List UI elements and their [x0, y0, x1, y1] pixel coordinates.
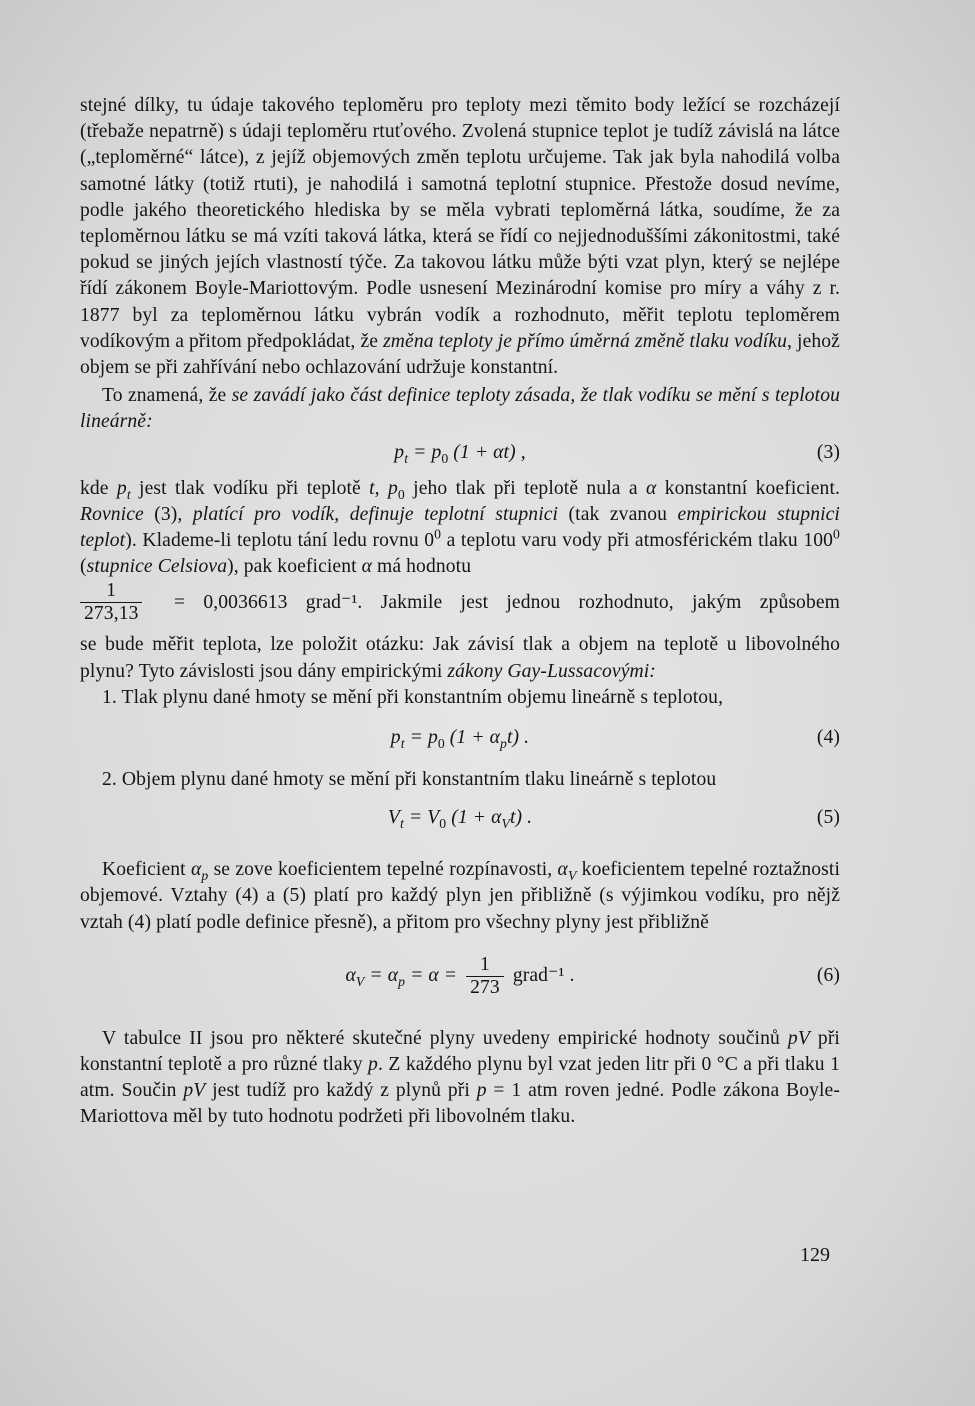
paragraph-1	[80, 93, 840, 381]
text-span: má hodnotu	[372, 556, 472, 578]
text-span: konstantní koeficient.	[656, 477, 840, 499]
italic-span: se zavádí jako část definice teploty zásada, že tlak vodíku se mění s teplotou lineárně:	[80, 385, 840, 433]
eq-subscript: p	[500, 735, 508, 751]
eq-symbol: p	[394, 441, 405, 463]
eq-tail: grad⁻¹ .	[507, 964, 575, 986]
symbol: α	[557, 859, 568, 881]
eq-subscript: t	[399, 816, 404, 832]
text-span: při konstantní teplotě a pro různé tlaky	[80, 1027, 840, 1076]
symbol: p	[476, 1080, 487, 1102]
symbol: p	[116, 477, 127, 499]
equation-3-number: (3)	[816, 441, 840, 463]
fraction-denominator: 273,13	[80, 602, 142, 625]
symbol: pV	[183, 1080, 206, 1102]
equation-3-formula	[80, 436, 840, 470]
eq-subscript: t	[404, 450, 409, 466]
text-span: . Z každého plynu byl vzat jeden litr při 0 °C a při tlaku 1 atm. Součin	[80, 1054, 840, 1102]
text-span: To znamená, že	[102, 385, 232, 407]
fraction-line	[80, 580, 840, 632]
eq-subscript: t	[400, 735, 405, 751]
law-1: 1. Tlak plynu dané hmoty se mění při konstantním objemu lineárně s teplotou,	[102, 686, 724, 708]
text-span: , jehož objem se při zahřívání nebo ochlazování udržuje konstantní.	[80, 330, 840, 379]
text-span: stejné dílky, tu údaje takového teploměru pro teploty mezi těmito body ležící se rozcházejí (třebaže nepatrně) s údaji teploměru rtuťového. Zvolená stupnice teplot je tudíž závislá na látce („teploměrné“ látce), z jejíž objemových změn teplotu určujeme. Tak jak byla nahodilá volba samotné látky (totiž rtuti), je nahodilá i samotná teplotní stupnice. Přestože dosud nevíme, podle jakého theoretického hlediska by se měla vybrati teploměrná látka, soudíme, že za teploměrnou látku se má vzíti taková látka, která se řídí co nejjednoduššími zákonitostmi, také pokud se jiných jejích vlastností týče. Za takovou látku může býti vzat plyn, který se nejlépe řídí zákonem Boyle-Mariottovým. Podle usnesení Mezinárodní komise pro míry a váhy z r. 1877 byl za teploměrnou látku vybrán vodík a rozhodnuto, měřit teplotu teploměrem vodíkovým a přitom předpokládat, že	[80, 95, 840, 352]
text-span: (	[80, 556, 87, 578]
equation-6	[80, 946, 840, 1006]
text-span: jest tlak vodíku při teplotě	[130, 477, 370, 499]
italic-span: stupnice Celsiova	[86, 556, 228, 578]
symbol: V	[567, 868, 577, 884]
symbol: p	[368, 1054, 378, 1076]
fraction-numerator: 1	[480, 953, 490, 975]
symbol: α	[361, 556, 373, 578]
italic-span: zákony Gay-Lussacovými:	[447, 660, 656, 682]
law-2: 2. Objem plynu dané hmoty se mění při konstantním tlaku lineárně s teplotou	[102, 769, 717, 791]
eq-subscript: 0	[441, 450, 449, 466]
equation-6-number: (6)	[816, 964, 840, 986]
eq-subscript: V	[501, 816, 510, 832]
fraction-numerator: 1	[106, 580, 117, 602]
page-body	[80, 93, 840, 1131]
equation-5-formula	[80, 801, 840, 835]
fraction-1-over-273	[466, 954, 504, 999]
text-span: kde	[80, 477, 117, 499]
equation-4	[80, 721, 840, 755]
eq-subscript: 0	[437, 735, 445, 751]
text-span: jeho tlak při teplotě nula a	[404, 477, 646, 499]
symbol: t	[369, 477, 375, 499]
eq-symbol: = α	[364, 964, 399, 986]
eq-symbol: (1 + α	[446, 807, 502, 829]
text-span: = 1 atm roven jedné. Podle zákona Boyle-Mariottova měl by tuto hodnotu podržeti při libovolném tlaku.	[80, 1080, 840, 1128]
symbol: α	[646, 477, 657, 499]
text-span: Koeficient	[102, 859, 191, 881]
symbol: 0	[434, 526, 442, 542]
paragraph-4	[80, 857, 840, 936]
italic-span: změna teploty je přímo úměrná změně tlaku vodíku	[383, 330, 788, 352]
paragraph-3-end	[80, 632, 840, 684]
symbol: α	[190, 859, 202, 881]
equation-4-formula	[80, 721, 840, 755]
text-span: koeficientem tepelné roztažnosti objemové. Vztahy (4) a (5) platí pro každý plyn jen přibližně (s výjimkou vodíku, pro nějž vztah (4) platí podle definice přesně), a přitom pro všechny plyny jest přibližně	[80, 859, 840, 933]
fraction-denominator: 273	[466, 976, 504, 999]
eq-symbol: (1 + α	[444, 727, 501, 749]
text-span: (3),	[143, 503, 193, 525]
equation-4-number: (4)	[816, 727, 840, 749]
symbol: 0	[833, 526, 840, 542]
eq-symbol: p	[390, 727, 401, 749]
eq-subscript: p	[398, 973, 406, 989]
eq-subscript: 0	[439, 816, 447, 832]
symbol: t	[126, 486, 131, 502]
eq-symbol: = p	[408, 441, 442, 463]
text-span: = 0,0036613 grad⁻¹. Jakmile jest jednou rozhodnuto, jakým způsobem	[174, 592, 840, 614]
eq-symbol: t) .	[507, 727, 530, 749]
text-span: ), pak koeficient	[227, 556, 362, 578]
text-span: se bude měřit teplota, lze položit otázku: Jak závisí tlak a objem na teplotě u libovolného plynu? Tyto závislosti jsou dány empirickými	[80, 634, 840, 682]
eq-symbol: (1 + αt) ,	[448, 441, 526, 463]
equation-5-number: (5)	[816, 807, 840, 829]
italic-span: platící pro vodík, definuje teplotní stupnici	[192, 503, 559, 525]
text-span: jest tudíž pro každý z plynů při	[205, 1080, 477, 1102]
eq-subscript: V	[355, 973, 365, 989]
symbol: 0	[397, 486, 405, 502]
eq-symbol: α	[345, 964, 356, 986]
symbol: p	[387, 477, 398, 499]
text-span: ,	[374, 477, 388, 499]
text-span: se zove koeficientem tepelné rozpínavosti,	[208, 859, 558, 881]
italic-span: empirickou stupnici teplot	[80, 503, 840, 552]
text-span: a teplotu varu vody při atmosférickém tlaku 100	[441, 530, 834, 552]
text-span: ). Klademe-li teplotu tání ledu rovnu 0	[125, 530, 435, 552]
eq-symbol: t) .	[509, 807, 533, 829]
page-number: 129	[800, 1244, 830, 1266]
symbol: pV	[787, 1027, 810, 1049]
text-span: V tabulce II jsou pro některé skutečné plyny uvedeny empirické hodnoty součinů	[102, 1027, 788, 1049]
paragraph-3	[80, 476, 840, 581]
paragraph-5	[80, 1026, 840, 1131]
fraction-1-over-273-13	[80, 580, 142, 625]
eq-symbol: V	[387, 807, 400, 829]
text-span: (tak zvanou	[558, 503, 678, 525]
paragraph-2	[80, 383, 840, 435]
eq-symbol: = α =	[405, 964, 463, 986]
eq-symbol: = V	[403, 807, 440, 829]
equation-3	[80, 436, 840, 470]
italic-span: Rovnice	[80, 503, 144, 525]
eq-symbol: = p	[404, 727, 438, 749]
equation-6-formula	[80, 946, 840, 1006]
equation-5	[80, 801, 840, 835]
symbol: p	[201, 868, 209, 884]
